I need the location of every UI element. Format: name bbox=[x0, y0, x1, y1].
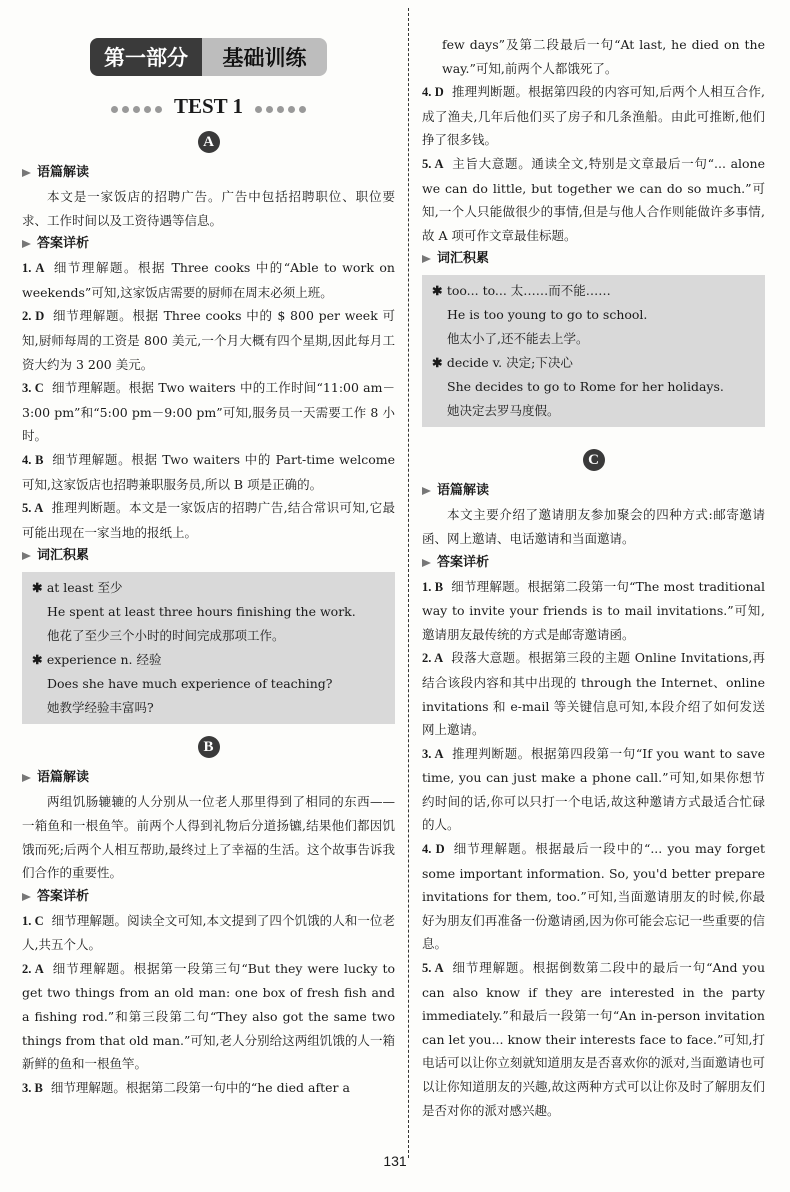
example-sentence: He spent at least three hours finishing the work. bbox=[47, 604, 356, 620]
answers-heading: 答案详析 bbox=[422, 551, 765, 575]
answer-item bbox=[22, 496, 395, 544]
column-divider bbox=[408, 8, 409, 1158]
part-banner bbox=[90, 38, 327, 76]
answer-explanation: 细节理解题。根据 Two waiters 中的 Part-time welcome 可知,这家饭店也招聘兼职服务员,所以 B 项是正确的。 bbox=[22, 451, 395, 492]
answer-explanation: 推理判断题。本文是一家饭店的招聘广告,结合常识可知,它最可能出现在一家当地的报纸上。 bbox=[22, 500, 395, 540]
arrow-icon bbox=[22, 774, 31, 782]
answer-key: 3. C bbox=[22, 381, 44, 396]
answer-key: 4. D bbox=[422, 85, 444, 100]
answer-key: 5. A bbox=[22, 501, 44, 516]
answer-key: 2. A bbox=[22, 961, 44, 976]
answer-key: 5. A bbox=[422, 156, 444, 171]
reading-heading: 语篇解读 bbox=[422, 479, 765, 503]
answer-explanation: 细节理解题。根据 Two waiters 中的工作时间“11:00 am－3:00 pm”和“5:00 pm－9:00 pm”可知,服务员一天需要工作 8 小时。 bbox=[22, 380, 395, 444]
arrow-icon bbox=[22, 552, 31, 560]
vocab-word: ✱ at least 至少 bbox=[32, 576, 385, 600]
answer-item bbox=[422, 956, 765, 1122]
reading-summary: 本文主要介绍了邀请朋友参加聚会的四种方式:邮寄邀请函、网上邀请、电话邀请和当面邀请。 bbox=[422, 507, 765, 546]
answer-explanation: 细节理解题。阅读全文可知,本文提到了四个饥饿的人和一位老人,共五个人。 bbox=[22, 912, 395, 953]
arrow-icon bbox=[422, 255, 431, 263]
answer-key: 2. D bbox=[22, 309, 45, 324]
answer-list bbox=[422, 575, 765, 1123]
answer-item bbox=[22, 1076, 395, 1101]
answer-explanation: 细节理解题。根据倒数第二段中的最后一句“And you can also know if they are interested in the party immediately.”和最后一段第一句“An in-person invitation can let you... know their interests face to face.”可知,打电话可以让你立刻就知道朋友是否喜欢你的派对,当面邀请也可以让你知道朋友的兴趣,故这两种方式可以让你及时了解朋友们是否对你的派对感兴趣。 bbox=[422, 960, 765, 1118]
arrow-icon bbox=[422, 487, 431, 495]
answer-explanation: 细节理解题。根据 Three cooks 中的“Able to work on weekends”可知,这家饭店需要的厨师在周末必须上班。 bbox=[22, 260, 395, 300]
answer-item bbox=[422, 575, 765, 647]
section-c-badge: C bbox=[583, 449, 605, 471]
right-column bbox=[422, 33, 765, 1122]
example-sentence: Does she have much experience of teaching? bbox=[47, 676, 333, 692]
vocab-box bbox=[22, 572, 395, 724]
section-b-badge: B bbox=[198, 736, 220, 758]
dots-decoration bbox=[253, 94, 308, 119]
answer-item bbox=[422, 646, 765, 741]
answer-key: 3. A bbox=[422, 746, 444, 761]
answer-item bbox=[422, 742, 765, 837]
left-column bbox=[22, 0, 395, 1100]
answers-heading: 答案详析 bbox=[22, 885, 395, 909]
answer-key: 2. A bbox=[422, 651, 444, 666]
section-a-badge: A bbox=[198, 131, 220, 153]
answer-explanation: 细节理解题。根据第二段第一句“The most traditional way to invite your friends is to mail invitations.”可知,邀请朋友最传统的方式是邮寄邀请函。 bbox=[422, 578, 765, 642]
reading-heading: 语篇解读 bbox=[22, 161, 395, 185]
test-title: TEST 1 bbox=[173, 94, 244, 118]
arrow-icon bbox=[22, 240, 31, 248]
answer-explanation: 细节理解题。根据第一段第三句“But they were lucky to get two things from an old man: one box of fresh fish and a fishing rod.”和第三段第二句“They also got the same two things from that old man.”可知,老人分别给这两组饥饿的人一箱新鲜的鱼和一根鱼竿。 bbox=[22, 960, 395, 1072]
answer-list bbox=[422, 80, 765, 247]
reading-summary: 本文是一家饭店的招聘广告。广告中包括招聘职位、职位要求、工作时间以及工资待遇等信息。 bbox=[22, 189, 395, 228]
answer-item bbox=[22, 376, 395, 448]
answer-item bbox=[422, 152, 765, 247]
answer-item bbox=[422, 80, 765, 152]
answer-item bbox=[22, 448, 395, 496]
part-label: 第一部分 bbox=[90, 38, 202, 76]
vocab-heading: 词汇积累 bbox=[22, 544, 395, 568]
part-title: 基础训练 bbox=[202, 38, 327, 76]
answer-list bbox=[22, 256, 395, 544]
vocab-heading: 词汇积累 bbox=[422, 247, 765, 271]
answer-item bbox=[22, 957, 395, 1076]
answer-explanation: 推理判断题。根据第四段的内容可知,后两个人相互合作,成了渔夫,几年后他们买了房子和几条渔船。由此可推断,他们挣了很多钱。 bbox=[422, 84, 765, 148]
arrow-icon bbox=[422, 559, 431, 567]
dots-decoration bbox=[109, 94, 164, 119]
arrow-icon bbox=[22, 169, 31, 177]
answer-key: 3. B bbox=[22, 1080, 43, 1095]
vocab-word: ✱ too... to... 太……而不能…… bbox=[432, 279, 755, 303]
arrow-icon bbox=[22, 893, 31, 901]
vocab-box bbox=[422, 275, 765, 427]
answer-item bbox=[22, 909, 395, 957]
answer-key: 5. A bbox=[422, 961, 444, 976]
vocab-word: ✱ decide v. 决定;下决心 bbox=[432, 351, 755, 375]
answers-heading: 答案详析 bbox=[22, 232, 395, 256]
answer-item bbox=[22, 256, 395, 304]
example-translation: 他花了至少三个小时的时间完成那项工作。 bbox=[47, 628, 285, 644]
answer-list bbox=[22, 909, 395, 1101]
answer-key: 1. C bbox=[22, 913, 44, 928]
answer-explanation: 细节理解题。根据最后一段中的“... you may forget some important information. So, you'd better prepare invitations for them, too.”可知,当面邀请朋友的时候,你最好为朋友们再准备一份邀请函,因为你可能会忘记一些重要的信息。 bbox=[422, 841, 765, 952]
example-translation: 她决定去罗马度假。 bbox=[447, 403, 560, 419]
example-sentence: He is too young to go to school. bbox=[447, 307, 648, 323]
answer-explanation: 主旨大意题。通读全文,特别是文章最后一句“... alone we can do little, but together we can do so much.”可知,一个人只能做很少的事情,但是与他人合作则能做许多事情,故 A 项可作文章最佳标题。 bbox=[422, 155, 766, 243]
answer-item bbox=[422, 837, 765, 956]
answer-explanation: 段落大意题。根据第三段的主题 Online Invitations,再结合该段内容和其中出现的 through the Internet、online invitations 和 e-mail 等关键信息可知,本段介绍了如何发送网上邀请。 bbox=[422, 650, 765, 738]
answer-continued: few days”及第二段最后一句“At last, he died on the way.”可知,前两个人都饿死了。 bbox=[442, 37, 765, 76]
reading-summary: 两组饥肠辘辘的人分别从一位老人那里得到了相同的东西——一箱鱼和一根鱼竿。前两个人得到礼物后分道扬镳,结果他们都因饥饿而死;后两个人相互帮助,最终过上了幸福的生活。这个故事告诉我们合作的重要性。 bbox=[22, 794, 395, 881]
answer-explanation: 细节理解题。根据 Three cooks 中的 $ 800 per week 可知,厨师每周的工资是 800 美元,一个月大概有四个星期,因此每月工资大约为 3 200 美元。 bbox=[22, 308, 395, 372]
example-translation: 她教学经验丰富吗? bbox=[47, 700, 154, 716]
vocab-word: ✱ experience n. 经验 bbox=[32, 648, 385, 672]
example-translation: 他太小了,还不能去上学。 bbox=[447, 331, 589, 347]
answer-key: 4. D bbox=[422, 842, 445, 857]
answer-key: 1. B bbox=[422, 579, 444, 594]
answer-item bbox=[22, 304, 395, 376]
answer-explanation: 推理判断题。根据第四段第一句“If you want to save time, you can just make a phone call.”可知,如果你想节约时间的话,你可以只打一个电话,故这种邀请方式最适合忙碌的人。 bbox=[422, 745, 765, 833]
answer-key: 1. A bbox=[22, 261, 45, 276]
answer-key: 4. B bbox=[22, 452, 44, 467]
test-heading bbox=[22, 94, 395, 119]
page-number: 131 bbox=[383, 1153, 407, 1169]
example-sentence: She decides to go to Rome for her holidays. bbox=[447, 379, 724, 395]
reading-heading: 语篇解读 bbox=[22, 766, 395, 790]
answer-explanation: 细节理解题。根据第二段第一句中的“he died after a bbox=[50, 1079, 350, 1095]
